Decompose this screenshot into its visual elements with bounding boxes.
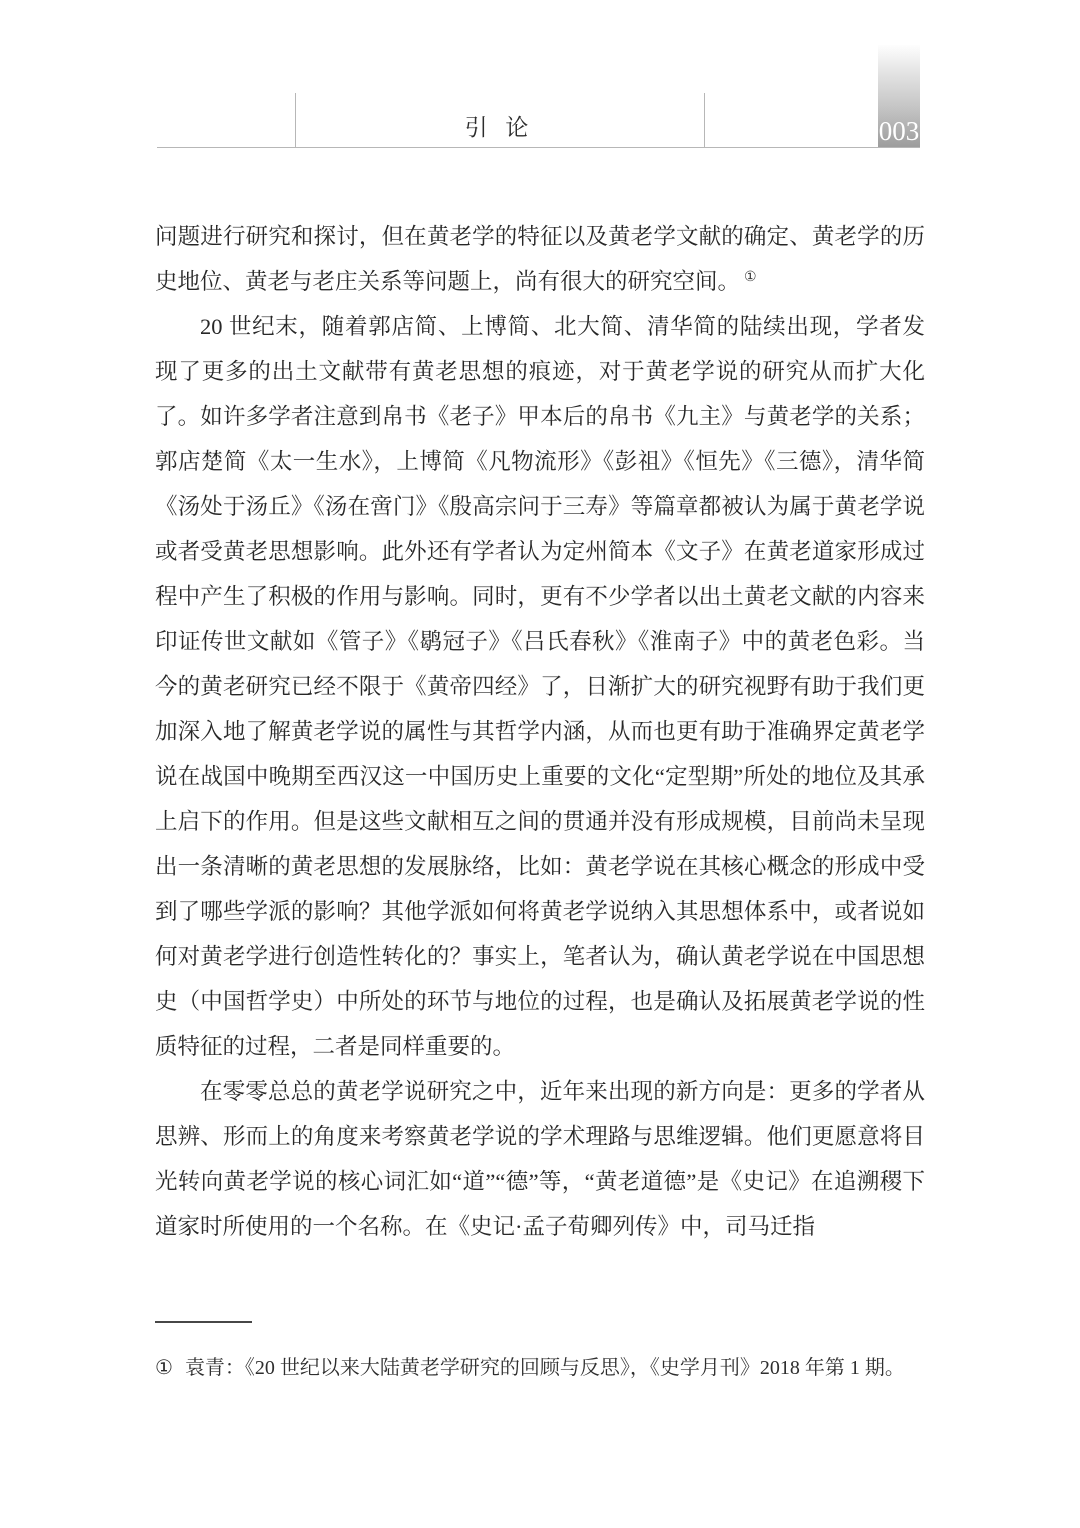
header-tick-right [704, 93, 705, 148]
footnote-text: 袁青：《20 世纪以来大陆黄老学研究的回顾与反思》，《史学月刊》2018 年第 1 期。 [184, 1357, 905, 1379]
footnote [155, 1352, 935, 1384]
footnote-marker: ① [155, 1357, 173, 1379]
footnote-rule [155, 1321, 252, 1323]
page-number: 003 [878, 116, 920, 146]
running-title: 引 论 [464, 115, 535, 140]
footnote-ref-marker: ① [744, 269, 757, 285]
paragraph-3: 在零零总总的黄老学说研究之中，近年来出现的新方向是：更多的学者从思辨、形而上的角度来考察黄老学说的学术理路与思维逻辑。他们更愿意将目光转向黄老学说的核心词汇如“道”“德”等，“黄老道德”是《史记》在追溯稷下道家时所使用的一个名称。在《史记·孟子荀卿列传》中，司马迁指 [155, 1079, 925, 1239]
page-number-badge [878, 45, 920, 147]
paragraph-1-text: 问题进行研究和探讨，但在黄老学的特征以及黄老学文献的确定、黄老学的历史地位、黄老与老庄关系等问题上，尚有很大的研究空间。 [155, 224, 925, 294]
paragraph-2: 20 世纪末，随着郭店简、上博简、北大简、清华简的陆续出现，学者发现了更多的出土文献带有黄老思想的痕迹，对于黄老学说的研究从而扩大化了。如许多学者注意到帛书《老子》甲本后的帛书《九主》与黄老学的关系；郭店楚简《太一生水》，上博简《凡物流形》《彭祖》《恒先》《三德》，清华简《汤处于汤丘》《汤在啻门》《殷高宗问于三寿》等篇章都被认为属于黄老学说或者受黄老思想影响。此外还有学者认为定州简本《文子》在黄老道家形成过程中产生了积极的作用与影响。同时，更有不少学者以出土黄老文献的内容来印证传世文献如《管子》《鹖冠子》《吕氏春秋》《淮南子》中的黄老色彩。当今的黄老研究已经不限于《黄帝四经》了，日渐扩大的研究视野有助于我们更加深入地了解黄老学说的属性与其哲学内涵，从而也更有助于准确界定黄老学说在战国中晚期至西汉这一中国历史上重要的文化“定型期”所处的地位及其承上启下的作用。但是这些文献相互之间的贯通并没有形成规模，目前尚未呈现出一条清晰的黄老思想的发展脉络，比如：黄老学说在其核心概念的形成中受到了哪些学派的影响？其他学派如何将黄老学说纳入其思想体系中，或者说如何对黄老学进行创造性转化的？事实上，笔者认为，确认黄老学说在中国思想史（中国哲学史）中所处的环节与地位的过程，也是确认及拓展黄老学说的性质特征的过程，二者是同样重要的。 [155, 314, 925, 1059]
body-text [155, 214, 925, 1249]
paragraph-1 [155, 214, 925, 304]
header-rule [157, 147, 920, 148]
